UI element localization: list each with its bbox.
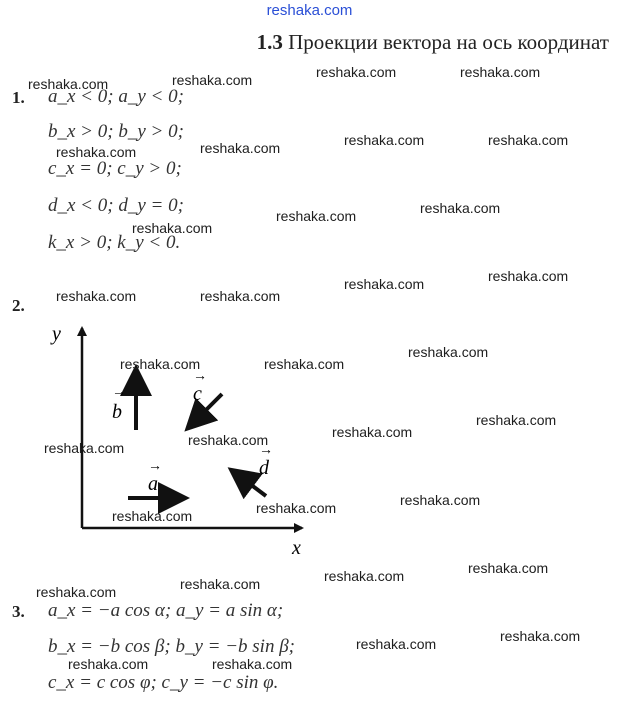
problem-3-line-1: a_x = −a cos α; a_y = a sin α; [48,600,284,621]
section-number: 1.3 [256,30,283,54]
vector-c-label: c [193,383,202,405]
watermark: reshaka.com [344,132,425,148]
watermark: reshaka.com [420,200,501,216]
watermark: reshaka.com [200,288,281,304]
problem-1-line-1: a_x < 0; a_y < 0; [48,86,184,107]
watermark: reshaka.com [316,64,397,80]
watermark: reshaka.com [408,344,489,360]
watermark: reshaka.com [356,636,437,652]
watermark: reshaka.com [200,140,281,156]
watermark: reshaka.com [56,144,137,160]
watermark: reshaka.com [460,64,541,80]
section-title [257,30,609,55]
watermark: reshaka.com [68,656,149,672]
problem-3-line-2: b_x = −b cos β; b_y = −b sin β; [48,636,295,657]
vector-a-arrow-mark: → [148,459,162,474]
watermark: reshaka.com [112,508,193,524]
problem-1-line-3: c_x = 0; c_y > 0; [48,158,182,179]
watermark: reshaka.com [500,628,581,644]
problem-3-line-3: c_x = c cos φ; c_y = −c sin φ. [48,672,279,693]
site-header[interactable]: reshaka.com [266,2,353,19]
watermark: reshaka.com [212,656,293,672]
vector-b-label: b [112,401,122,423]
watermark: reshaka.com [264,356,345,372]
vector-d-arrow-mark: → [259,443,273,458]
watermark: reshaka.com [332,424,413,440]
y-axis-label: y [52,323,61,345]
problem-3-number: 3. [12,602,25,621]
problem-1-number: 1. [12,88,25,107]
section-title-text: Проекции вектора на ось координат [288,30,609,54]
watermark: reshaka.com [488,268,569,284]
watermark: reshaka.com [172,72,253,88]
watermark: reshaka.com [344,276,425,292]
watermark: reshaka.com [180,576,261,592]
problem-2-number: 2. [12,296,25,315]
problem-1-line-2: b_x > 0; b_y > 0; [48,121,184,142]
vector-c-arrow-mark: → [193,369,207,384]
watermark: reshaka.com [44,440,125,456]
watermark: reshaka.com [120,356,201,372]
watermark: reshaka.com [188,432,269,448]
vector-b-arrow-mark: → [112,385,126,400]
watermark: reshaka.com [276,208,357,224]
watermark: reshaka.com [400,492,481,508]
x-axis-label: x [292,537,301,559]
problem-1-line-5: k_x > 0; k_y < 0. [48,232,181,253]
vector-d-label: d [259,457,269,479]
watermark: reshaka.com [36,584,117,600]
watermark: reshaka.com [488,132,569,148]
watermark: reshaka.com [256,500,337,516]
watermark: reshaka.com [56,288,137,304]
watermark: reshaka.com [132,220,213,236]
vector-a-label: a [148,473,158,495]
watermark: reshaka.com [476,412,557,428]
watermark: reshaka.com [324,568,405,584]
problem-1-line-4: d_x < 0; d_y = 0; [48,195,184,216]
watermark: reshaka.com [468,560,549,576]
watermark: reshaka.com [28,76,109,92]
